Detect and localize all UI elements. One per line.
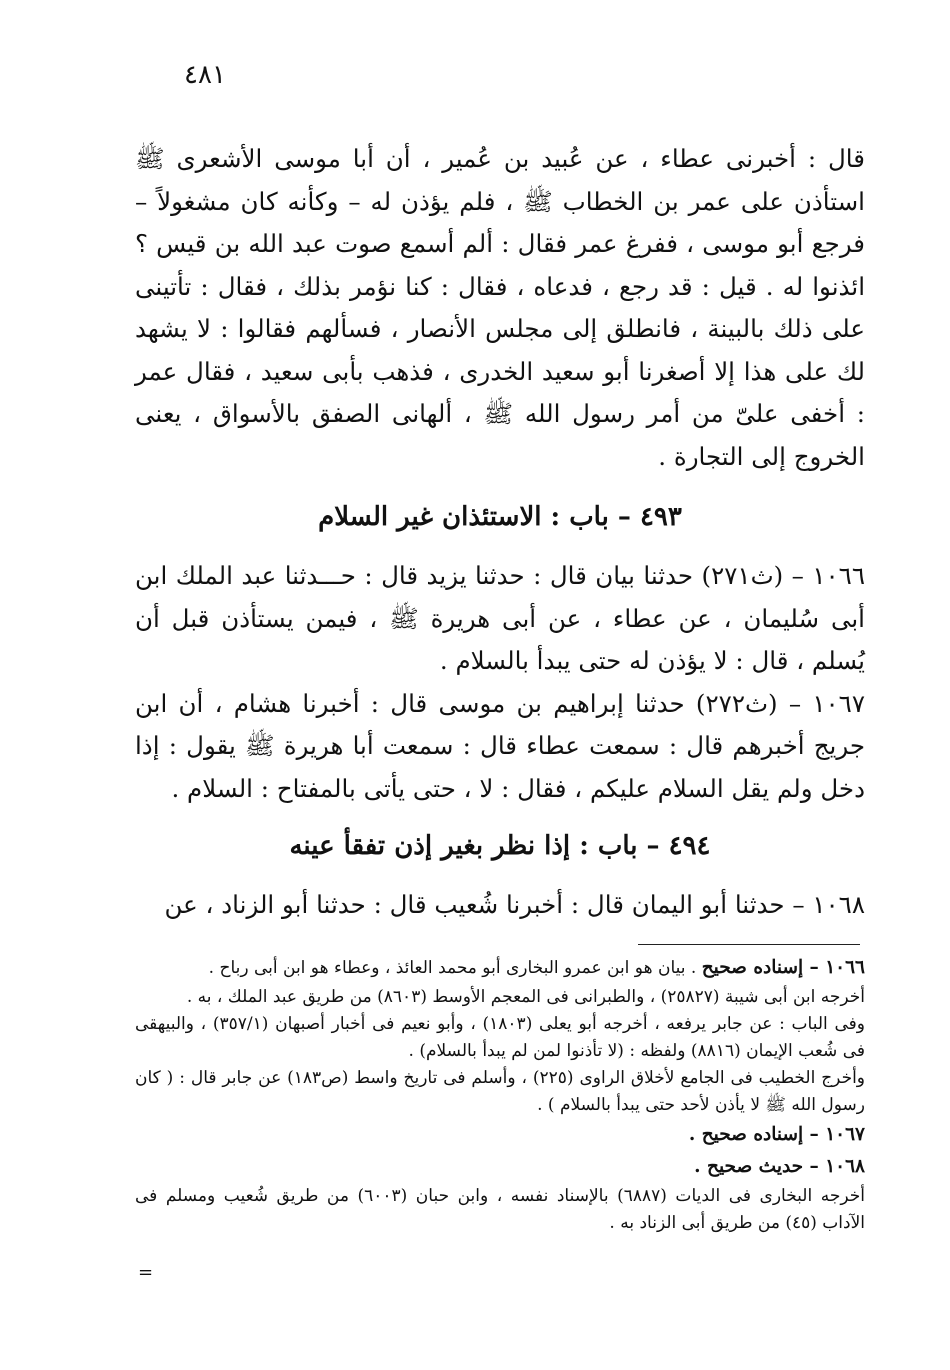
footnotes: [135, 952, 865, 1237]
hadith-1068: ١٠٦٨ – حدثنا أبو اليمان قال : أخبرنا شُعيب قال : حدثنا أبو الزناد ، عن: [164, 890, 865, 919]
page-number: ٤٨١: [184, 60, 226, 90]
footnote-1067: ١٠٦٧ – إسناده صحيح .: [688, 1124, 865, 1145]
footnote-1066-label: ١٠٦٦ – إسناده صحيح: [701, 957, 865, 978]
chapter-heading-493: ٤٩٣ – باب : الاستئذان غير السلام: [318, 502, 682, 532]
footnote-1066-text: . بيان هو ابن عمرو البخارى أبو محمد العائذ ، وعطاء هو ابن أبى رباح .: [208, 958, 697, 978]
footnote-1068-text: أخرجه البخارى فى الديات (٦٨٨٧) بالإسناد نفسه ، وابن حبان (٦٠٠٣) من طريق شُعيب ومسلم فى الآداب (٤٥) من طريق أبى الزناد به .: [135, 1186, 865, 1233]
chapter-heading-494: ٤٩٤ – باب : إذا نظر بغير إذن تفقأ عينه: [289, 831, 711, 861]
footnote-1066: [135, 952, 865, 984]
hadith-1066: ١٠٦٦ – (ث٢٧١) حدثنا بيان قال : حدثنا يزيد قال : حـــدثنا عبد الملك ابن أبى سُليمان ، عن عطاء ، عن أبى هريرة ﷺ ، فيمن يستأذن قبل أن يُسلم ، قال : لا يؤذن له حتى يبدأ بالسلام .: [135, 561, 865, 675]
continuation-mark: =: [138, 1262, 154, 1283]
main-text: [135, 138, 865, 927]
footnote-1066-line4: وأخرج الخطيب فى الجامع لأخلاق الراوى (٢٢٥) ، وأسلم فى تاريخ واسط (ص١٨٣) عن جابر قال : ( كان رسول الله ﷺ لا يأذن لأحد حتى يبدأ بالسلام ) .: [135, 1068, 866, 1115]
footnote-1068: ١٠٦٨ – حديث صحيح .: [694, 1156, 865, 1177]
footnote-1066-line2: أخرجه ابن أبى شيبة (٢٥٨٢٧) ، والطبرانى فى المعجم الأوسط (٨٦٠٣) من طريق عبد الملك ، به .: [186, 987, 865, 1007]
footnote-divider: [638, 944, 860, 945]
hadith-1067: ١٠٦٧ – (ث٢٧٢) حدثنا إبراهيم بن موسى قال : أخبرنا هشام ، أن ابن جريج أخبرهم قال : سمعت عطاء قال : سمعت أبا هريرة ﷺ يقول : إذا دخل ولم يقل السلام عليكم ، فقال : لا ، حتى يأتى بالمفتاح : السلام .: [135, 688, 865, 803]
paragraph-intro: قال : أخبرنى عطاء ، عن عُبيد بن عُمير ، أن أبا موسى الأشعرى ﷺ استأذن على عمر بن الخطاب ﷺ ، فلم يؤذن له – وكأنه كان مشغولاً – فرجع أبو موسى ، ففرغ عمر فقال : ألم أسمع صوت عبد الله بن قيس ؟ ائذنوا له . قيل : قد رجع ، فدعاه ، فقال : كنا نؤمر بذلك ، فقال : تأتينى على ذلك بالبينة ، فانطلق إلى مجلس الأنصار ، فسألهم فقالوا : لا يشهد لك على هذا إلا أصغرنا أبو سعيد الخدرى ، فذهب بأبى سعيد ، فقال عمر : أخفى علىّ من أمر رسول الله ﷺ ، ألهانى الصفق بالأسواق ، يعنى الخروج إلى التجارة .: [135, 144, 865, 471]
footnote-1066-line3: وفى الباب : عن جابر يرفعه ، أخرجه أبو يعلى (١٨٠٣) ، وأبو نعيم فى أخبار أصبهان (٣٥٧/١) ، والبيهقى فى شُعب الإيمان (٨٨١٦) ولفظه : (لا تأذنوا لمن لم يبدأ بالسلام) .: [135, 1014, 865, 1061]
